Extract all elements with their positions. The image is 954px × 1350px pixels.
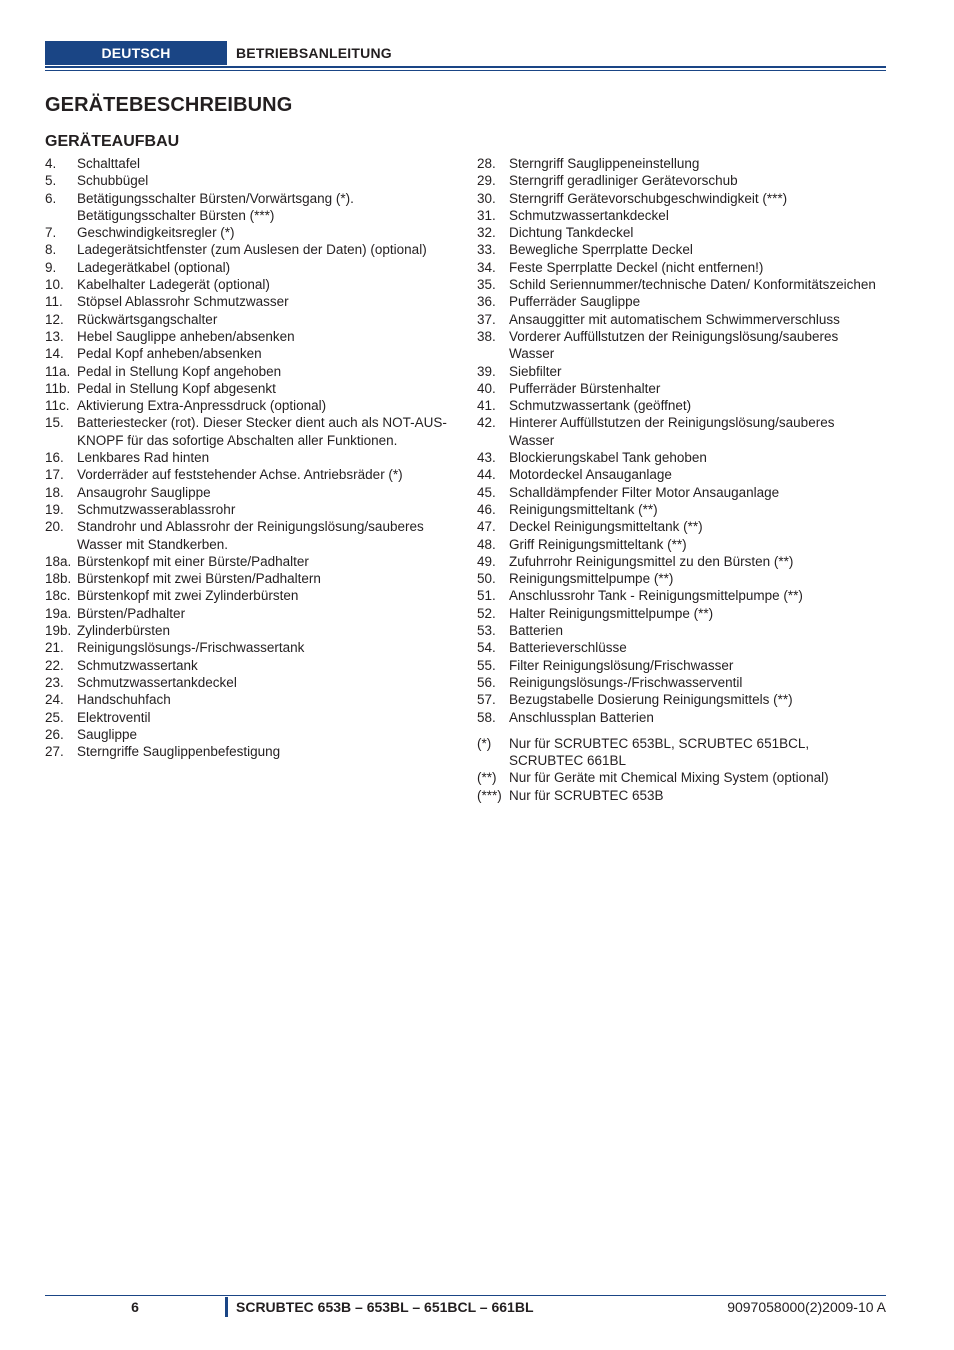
part-item-text: Ansaugrohr Sauglippe (77, 484, 211, 500)
footer-divider (225, 1297, 228, 1317)
part-item-number: 51. (477, 588, 496, 604)
part-item (477, 484, 877, 501)
part-item (45, 691, 465, 708)
part-item-text: Pufferräder Bürstenhalter (509, 380, 661, 396)
part-item-text: Bürsten/Padhalter (77, 605, 186, 621)
part-item-text: Filter Reinigungslösung/Frischwasser (509, 657, 734, 673)
footnote-item-text: Nur für Geräte mit Chemical Mixing System (optional) (509, 770, 829, 786)
part-item-number: 15. (45, 415, 64, 431)
document-number: 9097058000(2)2009-10 A (727, 1299, 886, 1315)
part-item-number: 48. (477, 536, 496, 552)
part-item-text: Bezugstabelle Dosierung Reinigungsmittels (**) (509, 692, 793, 708)
footnote-item-number: (***) (477, 787, 502, 803)
part-item-text: Feste Sperrplatte Deckel (nicht entfernen!) (509, 259, 764, 275)
part-item-text: Kabelhalter Ladegerät (optional) (77, 277, 270, 293)
parts-list-left (45, 155, 465, 760)
part-item-number: 34. (477, 259, 496, 275)
part-item (45, 553, 465, 570)
part-item-text: Bürstenkopf mit zwei Zylinderbürsten (77, 588, 299, 604)
part-item-text: Schalldämpfender Filter Motor Ansauganlage (509, 484, 780, 500)
part-item-number: 32. (477, 225, 496, 241)
part-item-text: Schmutzwassertank (geöffnet) (509, 398, 692, 414)
part-item-text: Standrohr und Ablassrohr der Reinigungslösung/sauberes Wasser mit Standkerben. (77, 519, 424, 552)
part-item-number: 42. (477, 415, 496, 431)
part-item-text: Batteriestecker (rot). Dieser Stecker dient auch als NOT-AUS-KNOPF für das sofortige Abschalten aller Funktionen. (77, 415, 447, 448)
part-item-text: Pedal Kopf anheben/absenken (77, 346, 262, 362)
part-item (477, 224, 877, 241)
part-item-text: Reinigungslösungs-/Frischwasserventil (509, 674, 743, 690)
part-item-text: Pufferräder Sauglippe (509, 294, 641, 310)
part-item-text: Anschlussrohr Tank - Reinigungsmittelpumpe (**) (509, 588, 803, 604)
part-item-text: Aktivierung Extra-Anpressdruck (optional) (77, 398, 327, 414)
part-item (477, 466, 877, 483)
part-item (45, 605, 465, 622)
part-item-text: Schmutzwasserablassrohr (77, 501, 236, 517)
part-item (45, 363, 465, 380)
parts-list-right (477, 155, 877, 804)
part-item-number: 13. (45, 328, 64, 344)
part-item-number: 14. (45, 346, 64, 362)
part-item (477, 657, 877, 674)
part-item-text: Schubbügel (77, 173, 149, 189)
part-item-number: 4. (45, 156, 57, 171)
footnote-item-text: Nur für SCRUBTEC 653BL, SCRUBTEC 651BCL, SCRUBTEC 661BL (509, 735, 810, 769)
part-item-number: 26. (45, 726, 64, 742)
part-item-number: 18. (45, 484, 64, 500)
part-item (45, 311, 465, 328)
part-item-number: 7. (45, 225, 57, 241)
part-item-number: 22. (45, 657, 64, 673)
part-item-text: Sterngriff Gerätevorschubgeschwindigkeit (***) (509, 190, 788, 206)
part-item (45, 345, 465, 362)
part-item-text: Bürstenkopf mit einer Bürste/Padhalter (77, 553, 309, 569)
part-item-text: Zufuhrrohr Reinigungsmittel zu den Bürsten (**) (509, 553, 794, 569)
part-item-number: 18b. (45, 571, 72, 587)
footnote-item-text: Nur für SCRUBTEC 653B (509, 787, 664, 803)
part-item (477, 293, 877, 310)
part-item-number: 38. (477, 328, 496, 344)
part-item-number: 11. (45, 294, 63, 310)
part-item-number: 50. (477, 571, 496, 587)
part-item (477, 363, 877, 380)
part-item-number: 40. (477, 380, 496, 396)
part-item (45, 397, 465, 414)
part-item (477, 380, 877, 397)
part-item-number: 46. (477, 501, 496, 517)
part-item-number: 58. (477, 709, 496, 725)
part-item (45, 414, 465, 449)
part-item-text: Ladegerätsichtfenster (zum Auslesen der Daten) (optional) (77, 242, 427, 258)
part-item (45, 639, 465, 656)
part-item (45, 328, 465, 345)
part-item-text: Siebfilter (509, 363, 562, 379)
part-item (477, 276, 877, 293)
part-item-text: Batterieverschlüsse (509, 640, 627, 656)
part-item-number: 57. (477, 692, 496, 708)
footnote-item-number: (**) (477, 770, 497, 786)
part-item-number: 11b. (45, 380, 71, 396)
part-item-text: Reinigungsmittelpumpe (**) (509, 571, 674, 587)
model-line: SCRUBTEC 653B – 653BL – 651BCL – 661BL (236, 1299, 534, 1315)
part-item (477, 397, 877, 414)
part-item (45, 657, 465, 674)
part-item-text: Sterngriff geradliniger Gerätevorschub (509, 173, 738, 189)
part-item (477, 155, 877, 172)
part-item (477, 553, 877, 570)
part-item-number: 21. (45, 640, 64, 656)
part-item-text: Schild Seriennummer/technische Daten/ Konformitätszeichen (509, 277, 876, 293)
part-item (477, 622, 877, 639)
part-item-text: Geschwindigkeitsregler (*) (77, 225, 235, 241)
part-item-number: 27. (45, 744, 64, 760)
part-item-text: Pedal in Stellung Kopf abgesenkt (77, 380, 276, 396)
header-rule-thin (45, 70, 886, 71)
part-item-number: 35. (477, 277, 496, 293)
part-item-text: Zylinderbürsten (77, 623, 171, 639)
footnotes (477, 735, 877, 804)
part-item-number: 19. (45, 501, 64, 517)
part-item-text: Sterngriff Sauglippeneinstellung (509, 156, 700, 171)
footnote-item (477, 735, 877, 770)
part-item-number: 18a. (45, 553, 72, 569)
part-item-number: 31. (477, 207, 496, 223)
part-item-text: Batterien (509, 623, 564, 639)
part-item (45, 172, 465, 189)
part-item-number: 9. (45, 259, 57, 275)
part-item-number: 28. (477, 156, 496, 171)
part-item (477, 639, 877, 656)
manual-title: BETRIEBSANLEITUNG (236, 45, 392, 61)
part-item-text: Sauglippe (77, 726, 138, 742)
part-item (45, 276, 465, 293)
part-item (45, 190, 465, 225)
part-item (45, 449, 465, 466)
part-item (477, 172, 877, 189)
part-item-number: 53. (477, 623, 496, 639)
part-item-number: 8. (45, 242, 57, 258)
part-item (45, 674, 465, 691)
part-item-number: 30. (477, 190, 496, 206)
part-item-number: 36. (477, 294, 496, 310)
part-item (45, 726, 465, 743)
part-item-text: Vorderer Auffüllstutzen der Reinigungslösung/sauberes Wasser (509, 328, 839, 362)
part-item (45, 466, 465, 483)
part-item-number: 39. (477, 363, 496, 379)
part-item (45, 484, 465, 501)
part-item-number: 5. (45, 173, 57, 189)
part-item-text: Stöpsel Ablassrohr Schmutzwasser (77, 294, 289, 310)
part-item-text: Schmutzwassertank (77, 657, 198, 673)
part-item (477, 587, 877, 604)
part-item-number: 54. (477, 640, 496, 656)
part-item-number: 41. (477, 398, 496, 414)
part-item (477, 674, 877, 691)
part-item (45, 293, 465, 310)
footnote-item (477, 787, 877, 804)
part-item-number: 20. (45, 519, 64, 535)
part-item-number: 23. (45, 674, 64, 690)
part-item-text: Schmutzwassertankdeckel (77, 674, 237, 690)
part-item (477, 691, 877, 708)
footnote-item (477, 769, 877, 786)
part-item-number: 55. (477, 657, 496, 673)
part-item-number: 56. (477, 674, 496, 690)
part-item (477, 536, 877, 553)
part-item-text: Rückwärtsgangschalter (77, 311, 218, 327)
part-item-text: Reinigungsmitteltank (**) (509, 501, 658, 517)
part-item (45, 259, 465, 276)
part-item-number: 12. (45, 311, 64, 327)
part-item (45, 501, 465, 518)
part-item-text: Halter Reinigungsmittelpumpe (**) (509, 605, 714, 621)
part-item-number: 24. (45, 692, 64, 708)
part-item-number: 11a. (45, 363, 71, 379)
part-item-text: Sterngriffe Sauglippenbefestigung (77, 744, 281, 760)
part-item (477, 414, 877, 449)
part-item-number: 17. (45, 467, 64, 483)
subsection-title: GERÄTEAUFBAU (45, 133, 180, 150)
part-item-number: 44. (477, 467, 496, 483)
part-item-number: 11c. (45, 398, 70, 414)
part-item (45, 380, 465, 397)
footer-rule (45, 1295, 886, 1296)
part-item (45, 224, 465, 241)
part-item-text: Ansauggitter mit automatischem Schwimmerverschluss (509, 311, 840, 327)
part-item (477, 311, 877, 328)
part-item-text: Lenkbares Rad hinten (77, 450, 210, 466)
part-item-text: Ladegerätkabel (optional) (77, 259, 231, 275)
part-item (477, 190, 877, 207)
part-item-text: Schmutzwassertankdeckel (509, 207, 669, 223)
part-item (477, 328, 877, 363)
part-item-text: Reinigungslösungs-/Frischwassertank (77, 640, 305, 656)
part-item (477, 570, 877, 587)
part-item (45, 155, 465, 172)
part-item-text: Schalttafel (77, 156, 141, 171)
part-item-text: Griff Reinigungsmitteltank (**) (509, 536, 687, 552)
part-item-number: 52. (477, 605, 496, 621)
part-item-text: Handschuhfach (77, 692, 171, 708)
part-item (45, 709, 465, 726)
part-item (45, 518, 465, 553)
part-item-number: 29. (477, 173, 496, 189)
part-item-text: Elektroventil (77, 709, 151, 725)
part-item-text: Vorderräder auf feststehender Achse. Antriebsräder (*) (77, 467, 403, 483)
part-item-text: Bewegliche Sperrplatte Deckel (509, 242, 693, 258)
part-item-text: Hinterer Auffüllstutzen der Reinigungslösung/sauberes Wasser (509, 415, 835, 448)
part-item (477, 259, 877, 276)
part-item (477, 605, 877, 622)
part-item (45, 570, 465, 587)
part-item-number: 25. (45, 709, 64, 725)
part-item-number: 37. (477, 311, 496, 327)
part-item (45, 241, 465, 258)
part-item-text: Pedal in Stellung Kopf angehoben (77, 363, 282, 379)
part-item (477, 518, 877, 535)
part-item-number: 18c. (45, 588, 71, 604)
language-tab: DEUTSCH (45, 41, 227, 65)
part-item-number: 45. (477, 484, 496, 500)
part-item (477, 241, 877, 258)
part-item-number: 33. (477, 242, 496, 258)
part-item (45, 622, 465, 639)
part-item-text: Motordeckel Ansauganlage (509, 467, 672, 483)
part-item (477, 709, 877, 726)
part-item (477, 501, 877, 518)
part-item-text: Hebel Sauglippe anheben/absenken (77, 328, 295, 344)
part-item-text: Dichtung Tankdeckel (509, 225, 634, 241)
part-item-number: 19a. (45, 605, 72, 621)
part-item-text: Anschlussplan Batterien (509, 709, 654, 725)
part-item (477, 207, 877, 224)
part-item-number: 19b. (45, 623, 72, 639)
part-item-number: 43. (477, 450, 496, 466)
part-item (45, 587, 465, 604)
page-number: 6 (131, 1299, 139, 1315)
part-item-number: 6. (45, 190, 57, 206)
header-rule (45, 66, 886, 68)
footnote-item-number: (*) (477, 735, 492, 751)
part-item (477, 449, 877, 466)
part-item-number: 49. (477, 553, 496, 569)
part-item-text: Deckel Reinigungsmitteltank (**) (509, 519, 703, 535)
part-item-number: 47. (477, 519, 496, 535)
part-item-number: 10. (45, 277, 64, 293)
part-item-text: Blockierungskabel Tank gehoben (509, 450, 707, 466)
part-item-text: Betätigungsschalter Bürsten/Vorwärtsgang (*). Betätigungsschalter Bürsten (***) (77, 190, 354, 223)
part-item (45, 743, 465, 760)
part-item-number: 16. (45, 450, 64, 466)
section-title: GERÄTEBESCHREIBUNG (45, 94, 293, 116)
part-item-text: Bürstenkopf mit zwei Bürsten/Padhaltern (77, 571, 321, 587)
